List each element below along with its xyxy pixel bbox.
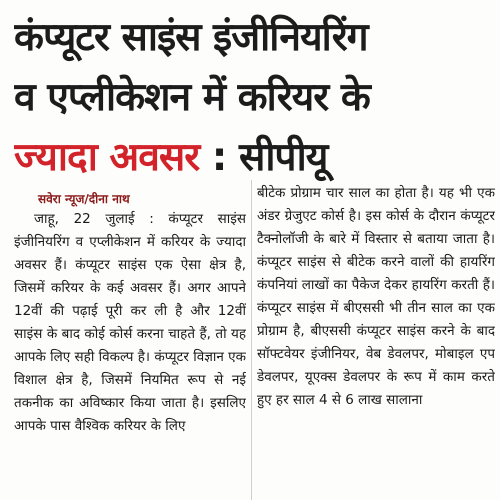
- headline-accent: ज्यादा अवसर: [14, 135, 200, 180]
- headline-line-3: [14, 128, 490, 188]
- article-paragraph-left: जाहू, 22 जुलाई : कंप्यूटर साइंस इंजीनियरिंग व एप्लीकेशन में करियर के ज्यादा अवसर हैं। कंप्यूटर साइंस एक ऐसा क्षेत्र है, जिसमें करियर के कई अवसर हैं। अगर आपने 12वीं की पढ़ाई पूरी कर ली है और 12वीं साइंस के बाद कोई कोर्स करना चाहते हैं, तो यह आपके लिए सही विकल्प है। कंप्यूटर विज्ञान एक विशाल क्षेत्र है, जिसमें नियमित रूप से नई तकनीक का अविष्कार किया जाता है। इसलिए आपके पास वैश्विक करियर के लिए: [14, 211, 246, 434]
- headline-rest: : सीपीयू: [199, 135, 328, 180]
- byline: सवेरा न्यूज/दीना नाथ: [38, 192, 130, 206]
- headline-line-2: व एप्लीकेशन में करियर के: [14, 75, 370, 120]
- column-divider: [251, 180, 252, 500]
- article-column-right: [257, 182, 495, 500]
- article-column-left: [14, 208, 246, 500]
- headline: [14, 8, 490, 188]
- article-paragraph-right: बीटेक प्रोग्राम चार साल का होता है। यह भी एक अंडर ग्रेजुएट कोर्स है। इस कोर्स के दौरान कंप्यूटर टैक्नोलॉजी के बारे में विस्तार से बताया जाता है। कंप्यूटर साइंस से बीटेक करने वालों की हायरिंग कंपनियां लाखों का पैकेज देकर हायरिंग करती हैं। कंप्यूटर साइंस में बीएससी भी तीन साल का एक प्रोग्राम है, बीएससी कंप्यूटर साइंस करने के बाद सॉफ्टवेयर इंजीनियर, वेब डेवलपर, मोबाइल एप डेवलपर, यूएक्स डेवलपर के रूप में काम करते हुए हर साल 4 से 6 लाख सालाना: [257, 185, 495, 408]
- headline-line-1: कंप्यूटर साइंस इंजीनियरिंग: [14, 15, 368, 60]
